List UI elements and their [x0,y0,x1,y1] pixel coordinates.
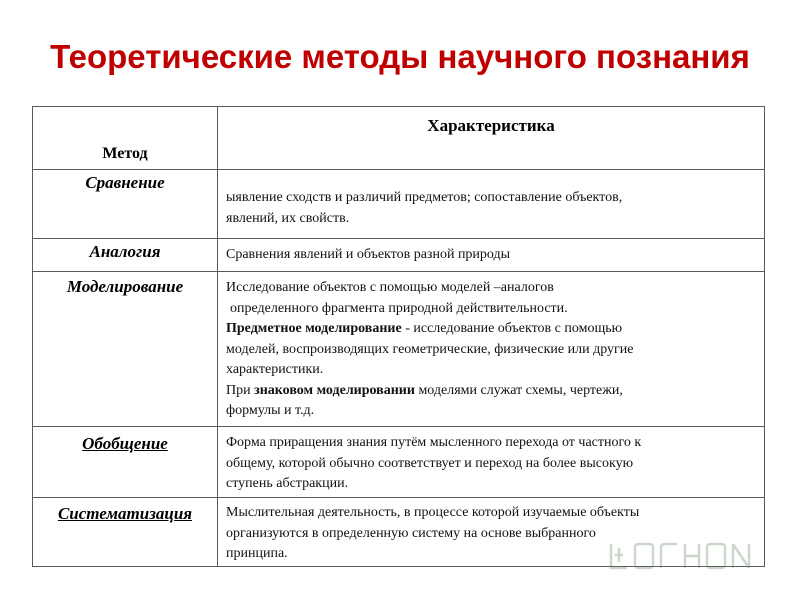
table-header-row [33,107,765,170]
description-text: моделями служат схемы, чертежи, [414,382,623,398]
description-line: Сравнения явлений и объектов разной природы [226,247,511,262]
method-cell-analogy [33,239,218,272]
description-line [226,381,756,402]
description-line: Форма приращения знания путём мысленного перехода от частного к [226,435,642,450]
header-method-label: Метод [102,145,148,162]
page-title: Теоретические методы научного познания [50,38,750,75]
description-line: моделей, воспроизводящих геометрические, физические или другие [226,341,634,357]
description-cell [218,170,765,239]
sign-modeling-term: знаковом моделировании [254,382,415,398]
table-row [33,272,765,427]
description-line: Мыслительная деятельность, в процессе которой изучаемые объекты [226,505,640,520]
description-text: При [226,382,255,398]
description-line [226,319,756,340]
description-line: характеристики. [226,362,324,377]
method-name: Обобщение [82,434,168,453]
description-cell [218,239,765,272]
description-line: принципа. [226,546,288,561]
method-cell-modeling [33,272,218,427]
methods-table [32,106,765,567]
header-characteristic-label: Характеристика [427,116,555,135]
description-text: - исследование объектов с помощью [401,321,623,336]
method-name: Систематизация [57,504,193,523]
header-characteristic-cell [218,107,765,170]
description-line: определенного фрагмента природной действительности. [230,300,568,316]
description-line: формулы и т.д. [226,403,315,418]
method-cell-generalization [33,427,218,498]
description-cell [218,427,765,498]
description-line: общему, которой обычно соответствует и переход на более высокую [226,455,634,471]
description-line: ыявление сходств и различий предметов; сопоставление объектов, [226,190,623,205]
table-row [33,427,765,498]
method-name: Моделирование [66,277,184,296]
table-row [33,239,765,272]
method-cell-systematization [33,498,218,567]
description-line: организуются в определенную систему на основе выбранного [226,525,596,541]
subject-modeling-term: Предметное моделирование [226,321,402,336]
description-line: явлений, их свойств. [226,210,350,226]
description-line: Исследование объектов с помощью моделей –аналогов [226,280,554,295]
table-row [33,170,765,239]
method-name: Сравнение [85,173,165,192]
description-line: ступень абстракции. [226,476,349,491]
description-cell [218,272,765,427]
method-name: Аналогия [89,242,161,261]
watermark-logo-icon [605,538,765,572]
method-cell-comparison [33,170,218,239]
header-method-cell [33,107,218,170]
